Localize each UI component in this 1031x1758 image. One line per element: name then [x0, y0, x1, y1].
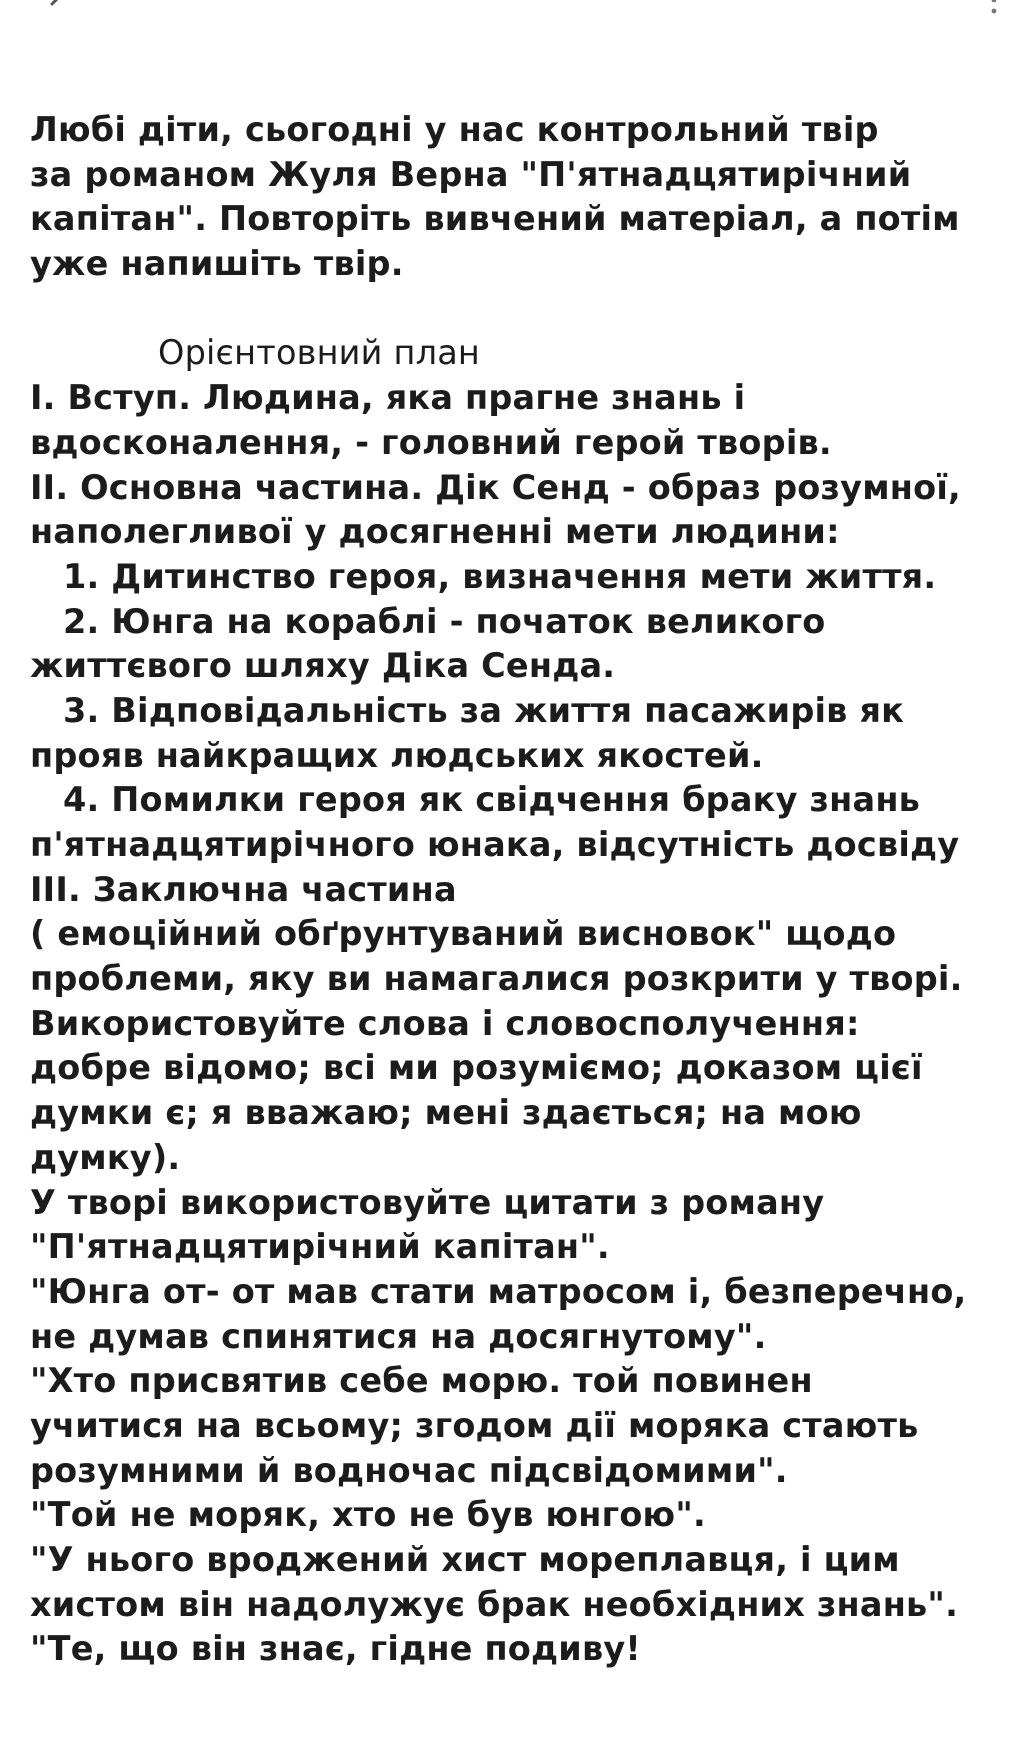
text-line: думку). — [30, 1137, 181, 1177]
plan-point: 1. Дитинство героя, визначення мети життя. — [63, 556, 937, 596]
plan-line: вдосконалення, - головний герой творів. — [30, 422, 832, 462]
text-line: капітан". Повторіть вивчений матеріал, а потім — [30, 199, 960, 239]
quote-line: "Те, що він знає, гідне подиву! — [30, 1629, 641, 1669]
plan-point: 2. Юнга на кораблі - початок великого — [63, 601, 826, 641]
text-line: Любі діти, сьогодні у нас контрольний твір — [30, 110, 879, 149]
quote-line: хистом він надолужує брак необхідних знань". — [30, 1584, 959, 1624]
document-text — [30, 108, 1020, 1672]
quote-line: учитися на всьому; згодом дії моряка стають — [30, 1405, 919, 1445]
plan-point-continuation: прояв найкращих людських якостей. — [30, 735, 764, 775]
top-bar — [0, 0, 1031, 24]
plan-line: наполегливої у досягненні мети людини: — [30, 512, 840, 552]
text-line: уже напишіть твір. — [30, 244, 404, 284]
quote-line: "У нього вроджений хист мореплавця, і цим — [30, 1540, 900, 1579]
text-line: за романом Жуля Верна "П'ятнадцятирічний — [30, 154, 912, 194]
text-line: ІІІ. Заключна частина — [30, 869, 457, 909]
quote-line: "Хто присвятив себе морю. той повинен — [30, 1361, 813, 1401]
text-line: думки є; я вважаю; мені здається; на мою — [30, 1093, 862, 1133]
blank-line — [30, 287, 1020, 332]
plan-line: ІІ. Основна частина. Дік Сенд - образ розумної, — [30, 467, 961, 507]
text-line: проблеми, яку ви намагалися розкрити у творі. — [30, 959, 963, 999]
plan-point: 4. Помилки героя як свідчення браку знань — [63, 780, 921, 820]
more-vertical-icon[interactable] — [988, 0, 1000, 24]
quote-line: розумними й водночас підсвідомими". — [30, 1450, 788, 1490]
text-line: ( емоційний обґрунтуваний висновок" щодо — [30, 914, 897, 954]
quote-line: "Юнга от- от мав стати матросом і, безперечно, — [30, 1271, 967, 1311]
quote-line: не думав спинятися на досягнутому". — [30, 1316, 767, 1356]
plan-point: 3. Відповідальність за життя пасажирів як — [63, 690, 905, 730]
plan-point-continuation: п'ятнадцятирічного юнака, відсутність досвіду — [30, 825, 960, 864]
chevron-left-icon[interactable] — [44, 0, 70, 18]
text-line: добре відомо; всі ми розуміємо; доказом цієї — [30, 1048, 923, 1088]
text-line: "П'ятнадцятирічний капітан". — [30, 1227, 610, 1267]
text-line: У творі використовуйте цитати з роману — [30, 1182, 825, 1222]
plan-title: Орієнтовний план — [158, 333, 481, 373]
text-line: Використовуйте слова і словосполучення: — [30, 1003, 860, 1043]
plan-point-continuation: життєвого шляху Діка Сенда. — [30, 646, 616, 686]
quote-line: "Той не моряк, хто не був юнгою". — [30, 1495, 706, 1535]
plan-line: І. Вступ. Людина, яка прагне знань і — [30, 378, 746, 418]
